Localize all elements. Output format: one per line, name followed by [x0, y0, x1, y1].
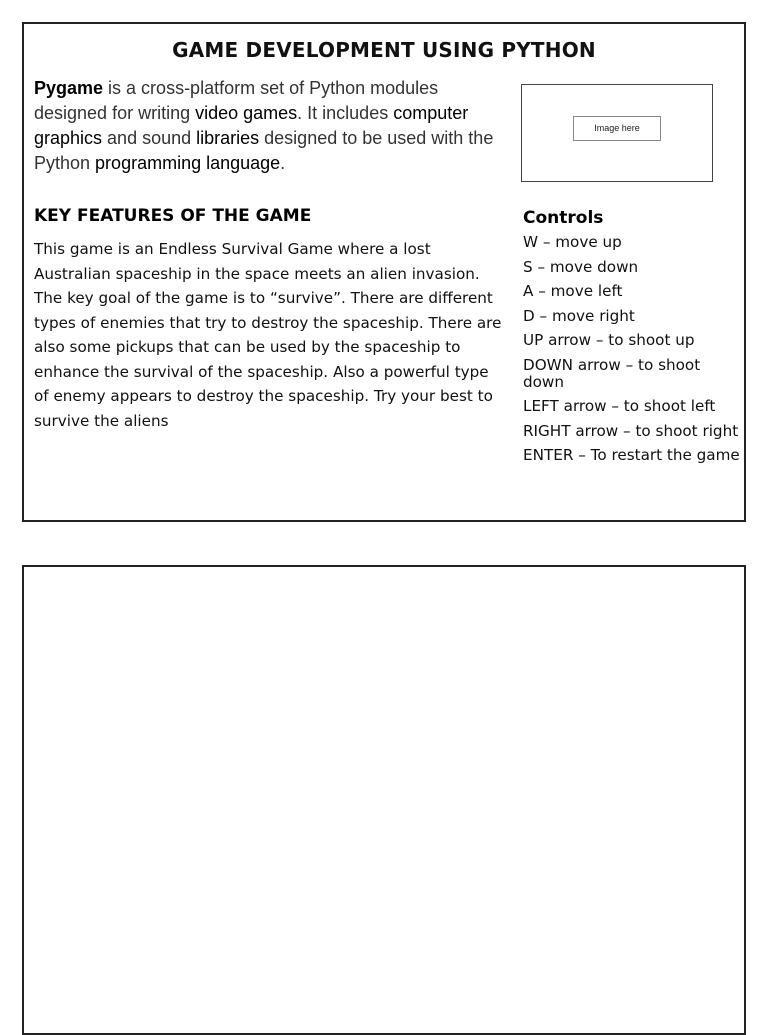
- image-placeholder: Image here: [573, 116, 661, 141]
- control-item-a: A – move left: [523, 282, 623, 300]
- controls-list: [523, 234, 745, 472]
- intro-text-2: . It includes: [297, 103, 394, 123]
- intro-text-5: .: [280, 153, 286, 173]
- intro-video-games: video games: [195, 103, 298, 123]
- control-item-down: DOWN arrow – to shoot down: [523, 355, 701, 391]
- control-item-left: LEFT arrow – to shoot left: [523, 397, 716, 415]
- image-frame: [521, 84, 713, 182]
- intro-paragraph: [34, 76, 499, 176]
- intro-text-3: and sound: [102, 128, 197, 148]
- page-title: GAME DEVELOPMENT USING PYTHON: [172, 38, 596, 62]
- control-item-right: RIGHT arrow – to shoot right: [523, 421, 739, 440]
- control-item-s: S – move down: [523, 257, 639, 276]
- control-item-d: D – move right: [523, 306, 635, 325]
- empty-panel: [22, 565, 746, 1035]
- control-item-up: UP arrow – to shoot up: [523, 331, 695, 349]
- intro-text-1: is a cross-platform set of Python modules designed for writing: [34, 78, 439, 123]
- info-panel: [22, 22, 746, 522]
- features-body: This game is an Endless Survival Game where a lost Australian spaceship in the space meets an alien invasion. The key goal of the game is to “survive”. There are different types of enemies that try to destroy the spaceship. There are also some pickups that can be used by the spaceship to enhance the survival of the spaceship. Also a powerful type of enemy appears to destroy the spaceship. Try your best to survive the aliens: [34, 240, 502, 430]
- features-heading: KEY FEATURES OF THE GAME: [34, 206, 312, 226]
- controls-heading: Controls: [523, 208, 604, 228]
- control-item-w: W – move up: [523, 233, 622, 251]
- intro-libraries: libraries: [196, 128, 260, 148]
- intro-pygame: Pygame: [34, 78, 104, 98]
- intro-text-4: designed to be used with the Python: [34, 128, 494, 173]
- intro-programming-language: programming language: [95, 153, 281, 173]
- intro-computer-graphics: computer graphics: [34, 103, 469, 148]
- control-item-enter: ENTER – To restart the game: [523, 446, 740, 464]
